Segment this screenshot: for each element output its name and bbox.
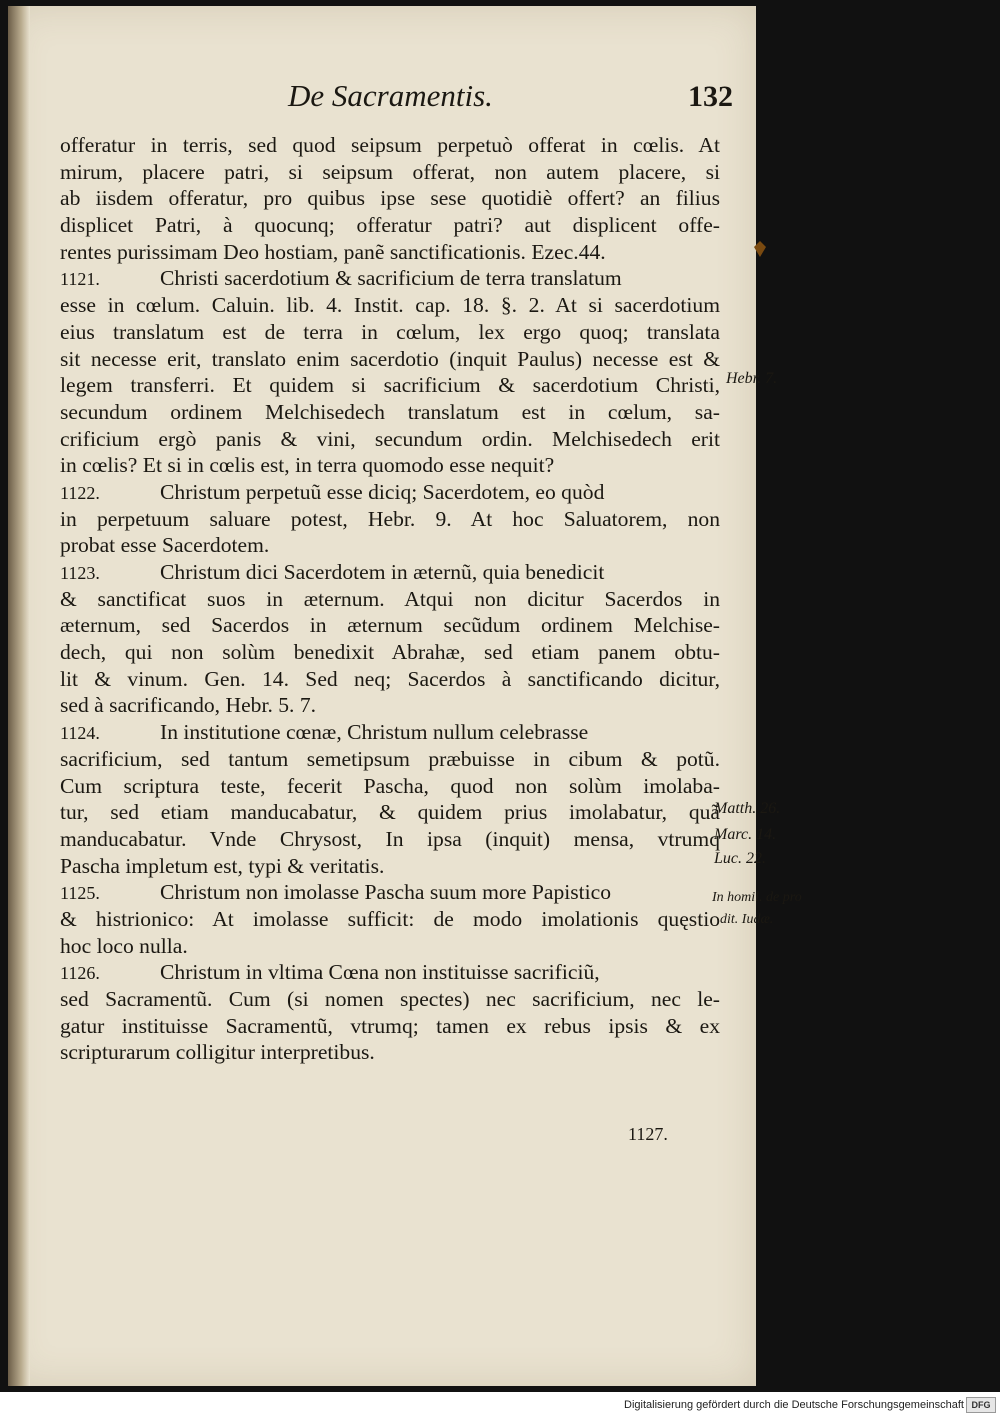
line-text: legem transferri. Et quidem si sacrificium & sacerdotium Christi, <box>60 373 720 398</box>
paragraph-number: 1126. <box>60 963 100 984</box>
line-text: manducabatur. Vnde Chrysost, In ipsa (inquit) mensa, vtrumq <box>60 826 720 851</box>
line-text: hoc loco nulla. <box>60 933 188 958</box>
text-line <box>60 586 720 613</box>
text-line <box>60 666 720 693</box>
catchword: 1127. <box>628 1124 668 1144</box>
marginal-note-homil-1: In homil. de pro <box>712 890 802 905</box>
text-line <box>60 853 720 880</box>
line-text: secundum ordinem Melchisedech translatum est in cœlum, sa- <box>60 399 720 424</box>
text-line <box>60 212 720 239</box>
dfg-logo-icon: DFG <box>966 1397 996 1413</box>
text-line <box>60 532 720 559</box>
paragraph-number: 1124. <box>60 723 100 744</box>
line-text: offeratur in terris, sed quod seipsum perpetuò offerat in cœlis. At <box>60 133 720 157</box>
text-line <box>60 132 720 159</box>
line-text: Christum dici Sacerdotem in æternũ, quia benedicit <box>160 560 605 584</box>
line-text: dech, qui non solùm benedixit Abrahæ, sed etiam panem obtu- <box>60 640 720 665</box>
text-line <box>60 559 720 586</box>
line-text: sed Sacramentũ. Cum (si nomen spectes) nec sacrificium, nec le- <box>60 987 720 1011</box>
text-line <box>60 773 720 800</box>
line-text: esse in cœlum. Caluin. lib. 4. Instit. cap. 18. §. 2. At si sacerdotium <box>60 293 720 318</box>
paragraph-number: 1121. <box>60 269 100 290</box>
line-text: sacrificium, sed tantum semetipsum præbuisse in cibum & potũ. <box>60 746 720 771</box>
page-number: 132 <box>688 80 733 113</box>
line-text: gatur instituisse Sacramentũ, vtrumq; tamen ex rebus ipsis & ex <box>60 1013 720 1038</box>
text-line <box>60 372 720 399</box>
line-text: in cœlis? Et si in cœlis est, in terra quomodo esse nequit? <box>60 453 555 478</box>
text-line <box>60 719 720 746</box>
line-text: rentes purissimam Deo hostiam, panẽ sanctificationis. Ezec.44. <box>60 239 606 264</box>
text-line <box>60 506 720 533</box>
line-text: æternum, sed Sacerdos in æternum secũdum ordinem Melchise- <box>60 613 720 638</box>
paragraph-number: 1123. <box>60 563 100 583</box>
line-text: sed à sacrificando, Hebr. 5. 7. <box>60 693 317 718</box>
text-line <box>60 292 720 319</box>
marginal-note-matth26: Matth. 26. <box>714 800 781 817</box>
text-line <box>60 746 720 773</box>
marginal-note-homil-2: dit. Iudæ. <box>720 912 774 927</box>
line-text: Christum in vltima Cœna non instituisse sacrificiũ, <box>160 960 600 985</box>
line-text: mirum, placere patri, si seipsum offerat, non autem placere, si <box>60 159 720 184</box>
text-line <box>60 159 720 186</box>
line-text: sit necesse erit, translato enim sacerdotio (inquit Paulus) necesse est & <box>60 346 720 371</box>
text-line <box>60 319 720 346</box>
marginal-note-luc22: Luc. 22. <box>714 850 766 867</box>
line-text: ab iisdem offeratur, pro quibus ipse sese quotidiè offert? an filius <box>60 186 720 211</box>
line-text: lit & vinum. Gen. 14. Sed neq; Sacerdos à sanctificando dicitur, <box>60 666 720 691</box>
text-line <box>60 265 720 292</box>
text-line <box>60 639 720 666</box>
funding-notice: Digitalisierung gefördert durch die Deutsche Forschungsgemeinschaft <box>624 1399 964 1411</box>
text-block <box>60 132 720 1066</box>
line-text: in perpetuum saluare potest, Hebr. 9. At hoc Saluatorem, non <box>60 506 720 531</box>
line-text: Christum non imolasse Pascha suum more Papistico <box>160 880 612 905</box>
text-line <box>60 1039 720 1066</box>
marginal-note-hebr7: Hebr. 7. <box>726 370 778 387</box>
paragraph-number: 1122. <box>60 482 100 503</box>
text-line <box>60 452 720 479</box>
text-line <box>60 612 720 639</box>
marginal-note-marc14: Marc. 14. <box>714 826 777 843</box>
running-head: De Sacramentis. <box>288 78 493 113</box>
text-line <box>60 959 720 986</box>
text-line <box>60 826 720 853</box>
line-text: Cum scriptura teste, fecerit Pascha, quod non solùm imolaba- <box>60 773 720 798</box>
text-line <box>60 239 720 266</box>
line-text: crificium ergò panis & vini, secundum ordin. Melchisedech erit <box>60 426 720 451</box>
line-text: Christum perpetuũ esse diciq; Sacerdotem, eo quòd <box>160 479 605 504</box>
text-line <box>60 879 720 906</box>
line-text: In institutione cœnæ, Christum nullum celebrasse <box>160 720 589 745</box>
line-text: & sanctificat suos in æternum. Atqui non dicitur Sacerdos in <box>60 586 720 611</box>
text-line <box>60 692 720 719</box>
text-line <box>60 479 720 506</box>
text-line <box>60 346 720 373</box>
text-line <box>60 1013 720 1040</box>
text-line <box>60 799 720 826</box>
paragraph-number: 1125. <box>60 883 100 904</box>
text-line <box>60 906 720 933</box>
text-line <box>60 185 720 212</box>
line-text: displicet Patri, à quocunq; offeratur patri? aut displicent offe- <box>60 213 720 238</box>
footer-bar <box>0 1392 1000 1418</box>
text-line <box>60 399 720 426</box>
text-line <box>60 986 720 1013</box>
line-text: Pascha impletum est, typi & veritatis. <box>60 853 385 878</box>
page-content <box>8 6 802 1386</box>
line-text: Christi sacerdotium & sacrificium de terra translatum <box>160 266 622 291</box>
line-text: scripturarum colligitur interpretibus. <box>60 1040 375 1065</box>
text-line <box>60 933 720 960</box>
book-page <box>8 6 802 1386</box>
line-text: probat esse Sacerdotem. <box>60 533 270 558</box>
line-text: eius translatum est de terra in cœlum, lex ergo quoq; translata <box>60 319 720 344</box>
line-text: & histrionico: At imolasse sufficit: de modo imolationis quęstio <box>60 906 720 931</box>
line-text: tur, sed etiam manducabatur, & quidem prius imolabatur, quã <box>60 800 720 825</box>
text-line <box>60 426 720 453</box>
ornament-icon <box>752 240 768 258</box>
